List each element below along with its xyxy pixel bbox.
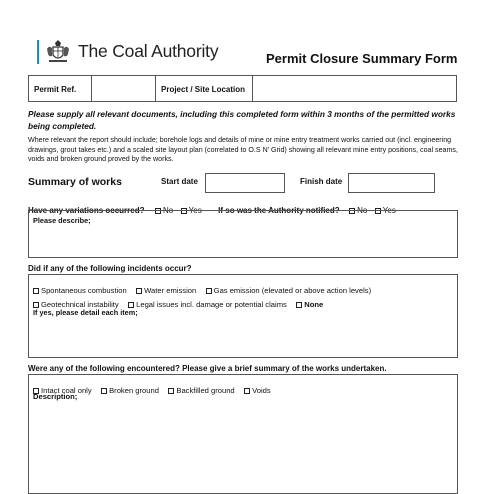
voids-label: Voids (252, 386, 271, 395)
geotechnical-instability-label: Geotechnical instability (41, 300, 119, 309)
description-label: Description; (33, 392, 78, 401)
backfilled-ground-checkbox[interactable] (168, 388, 174, 394)
project-location-field[interactable] (253, 76, 456, 101)
variations-no-label: No (162, 206, 174, 215)
variations-yes-label: Yes (188, 206, 202, 215)
incident-detail-label: If yes, please detail each item; (33, 308, 138, 317)
permit-table (28, 75, 457, 102)
incidents-question: Did if any of the following incidents occur? (28, 264, 192, 273)
instruction-body-text: Where relevant the report should include; borehole logs and details of mine or mine entry treatment works carried out (incl. engineering drawings, grout takes etc.) and a scaled site layout plan (correlated to O.S N’ Grid) showing all relevant mine entry positions, coal seams, voids and broken ground proved by the works. (28, 136, 458, 164)
coat-of-arms-icon (44, 37, 72, 65)
form-title: Permit Closure Summary Form (266, 51, 458, 66)
finish-date-field[interactable] (348, 173, 435, 193)
spontaneous-combustion-label: Spontaneous combustion (41, 286, 127, 295)
organisation-name: The Coal Authority (78, 41, 219, 61)
finish-date-label: Finish date (300, 177, 343, 186)
broken-ground-label: Broken ground (109, 386, 159, 395)
encountered-box (28, 374, 458, 494)
start-date-label: Start date (161, 177, 198, 186)
backfilled-ground-label: Backfilled ground (176, 386, 235, 395)
gas-emission-label: Gas emission (elevated or above action levels) (213, 286, 372, 295)
variations-description-box[interactable] (28, 210, 458, 258)
permit-ref-label-cell (29, 76, 92, 101)
notified-yes-label: Yes (382, 206, 396, 215)
intact-coal-label: Intact coal only (41, 386, 92, 395)
project-location-label: Project / Site Location (161, 85, 246, 94)
water-emission-label: Water emission (144, 286, 197, 295)
project-label-cell (156, 76, 253, 101)
encountered-question: Were any of the following encountered? Please give a brief summary of the works undertaken. (28, 364, 387, 373)
logo-accent-bar (37, 40, 39, 64)
notified-no-label: No (357, 206, 368, 215)
notified-question: If so was the Authority notified? (218, 206, 340, 215)
none-checkbox[interactable] (296, 302, 302, 308)
broken-ground-checkbox[interactable] (101, 388, 107, 394)
none-label: None (304, 300, 324, 309)
voids-checkbox[interactable] (244, 388, 250, 394)
variations-question: Have any variations occurred? (28, 206, 145, 215)
permit-ref-label: Permit Ref. (34, 85, 77, 94)
describe-label: Please describe; (33, 216, 91, 225)
permit-ref-field[interactable] (92, 76, 156, 101)
start-date-field[interactable] (205, 173, 285, 193)
instruction-bold-text: Please supply all relevant documents, including this completed form within 3 months of the permitted works being completed. (28, 109, 456, 131)
legal-issues-label: Legal issues incl. damage or potential claims (136, 300, 287, 309)
summary-title: Summary of works (28, 176, 122, 188)
incidents-box (28, 274, 458, 358)
